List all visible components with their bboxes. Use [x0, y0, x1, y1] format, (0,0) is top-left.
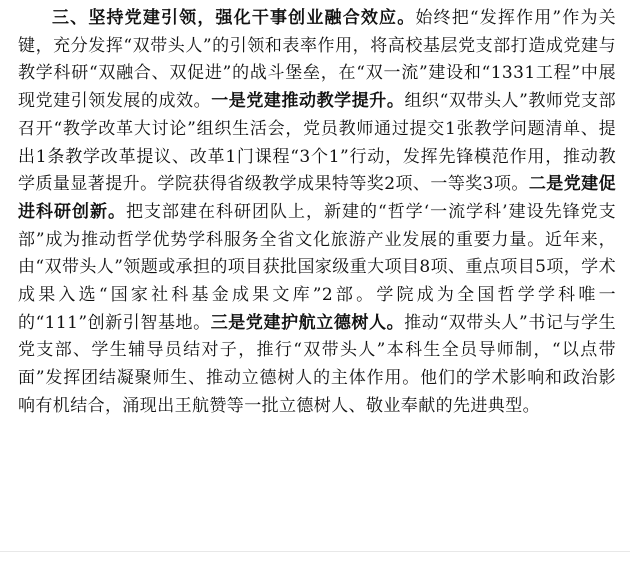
body-paragraph [18, 5, 616, 421]
point-two-heading: 二是党建促进科研创新。 [18, 174, 617, 222]
point-one-text: 组织“双带头人”教师党支部召开“教学改革大讨论”组织生活会，党员教师通过提交1张教学问题清单、提出1条教学改革提议、改革1门课程“3个1”行动，发挥先锋模范作用，推动教学质量显著提升。学院获得省级教学成果特等奖2项、一等奖3项。 [18, 91, 616, 195]
section-heading: 三、坚持党建引领，强化干事创业融合效应。 [52, 8, 416, 28]
point-two-text: 把支部建在科研团队上，新建的“哲学‘一流学科’建设先锋党支部”成为推动哲学优势学科服务全省文化旅游产业发展的重要力量。近年来，由“双带头人”领题或承担的项目获批国家级重大项目8项、重点项目5项，学术成果入选“国家社科基金成果文库”2部。学院成为全国哲学学科唯一的“111”创新引智基地。 [18, 201, 616, 333]
point-three-text: 推动“双带头人”书记与学生党支部、学生辅导员结对子，推行“双带头人”本科生全员导师制，“以点带面”发挥团结凝聚师生、推动立德树人的主体作用。他们的学术影响和政治影响有机结合，涌现出王航赞等一批立德树人、敬业奉献的先进典型。 [18, 312, 616, 416]
point-three-heading: 三是党建护航立德树人。 [210, 312, 405, 333]
paragraph-text: 始终把“发挥作用”作为关键，充分发挥“双带头人”的引领和表率作用，将高校基层党支部打造成党建与教学科研“双融合、双促进”的战斗堡垒，在“双一流”建设和“1331工程”中展现党建引领发展的成效。 [18, 8, 617, 112]
page-bottom-divider [0, 551, 630, 562]
point-one-heading: 一是党建推动教学提升。 [211, 91, 405, 112]
